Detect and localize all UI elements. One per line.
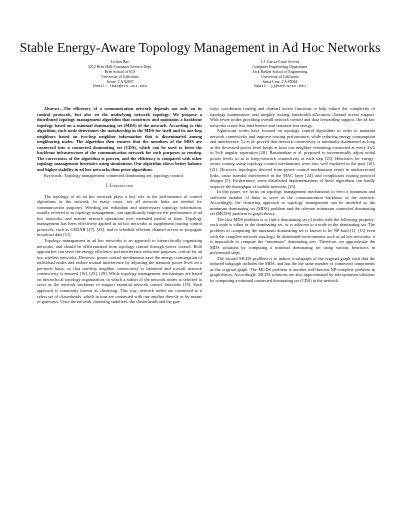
keywords-text: Topology management; connected dominating set; topology control. <box>62 172 184 178</box>
body-paragraph: Significant works have focused on topology control algorithms in order to maintain network connectivity and improve routing performance, while reducing energy consumption and interference. Li et al. proved that network connectivity is minimally maintained as long as the decreased power level keeps at least one neighbor remaining connected at every 2π/3 to 5π/6 angular separation [20]. Ramanathan et al. proposed to incrementally adjust nodal power levels so as to keep network connectivity at each step [25]. Heuristics for energy-aware routing using topology control mechanisms were also well explored in the past [18], [21]. However, topologies derived from power control mechanisms result in unidirectional links, cause harmful interference in the MAC layer [24], and complicates routing protocol designs [5]. Furthermore, some distributed implementations of these algorithms can hardly improve the throughput of mobile networks [25]. <box>210 128 375 189</box>
author-affiliation-line: Bren School of ICS <box>104 70 136 74</box>
keywords-label: Keywords: <box>44 172 63 178</box>
author-affiliation-line: University of California <box>101 75 139 79</box>
body-paragraph: ways coordinates routing and channel access functions to help reduce the complexity of topology maintenance, and simplify routing, bandwidth allocation, channel access support. With fewer nodes providing overall network control and data forwarding support, the ad hoc networks create less interference and consume less energy. <box>210 106 375 128</box>
body-paragraph: The first MDS problem is to find a dominating set of nodes with the following property: each node is either in the dominating set, or is adjacent to a node in the dominating set. The problem of computing the minimum dominating set is known to be NP-hard [1], [13] even with the complete network topology. In distributed environments such as ad hoc networks, it is impossible to compute the “minimum” dominating sets. Therefore, we approximate the MDS solutions by computing a minimal dominating set using various heuristics in polynomial steps. <box>210 216 375 256</box>
left-column <box>37 106 202 305</box>
author-name: Lichun Bao <box>110 60 130 64</box>
author-block <box>40 60 360 90</box>
author-affiliation-line: Santa Cruz, CA 95064 <box>262 80 298 84</box>
author-email[interactable]: Email: lbao@ics.uci.edu <box>93 85 147 89</box>
author-affiliation-line: Irvine, CA 92697 <box>106 80 134 84</box>
body-paragraph: The topology of an ad hoc network plays a key role in the performance of control algorithms in the network. In many cases, not all network links are needed for communication purposes. Weeding out redundant and unnecessary topology information, usually referred to as topology management, can significantly improve the performance of ad hoc networks, and mature network operations over extended period of time. Topology management has been effectively applied in ad hoc networks to supplement routing control protocols, such as CEDAR [27], [28], and to schedule efficient channel access to propagate broadcast data [11]. <box>37 193 202 238</box>
abstract <box>37 106 202 173</box>
body-paragraph: The second MCDS problem is to induce a subgraph of the original graph such that the induced subgraph includes the MDS, and has the the same number of connected components as the original graph. The MCDS problem is another well-known NP-complete problem in graph theory. Accordingly, MCDS solutions are also approximated by sub-optimum solutions by computing a minimal connected dominating set (CDS) in the network. <box>210 255 375 283</box>
abstract-label: Abstract <box>44 106 60 111</box>
keywords <box>37 173 202 179</box>
author-affiliation-line: Jack Baskin School of Engineering <box>252 70 308 74</box>
section-heading: I. Introduction <box>105 184 134 190</box>
paper-title: Stable Energy-Aware Topology Management in Ad Hoc Networks <box>19 40 381 55</box>
author-affiliation-line: University of California <box>261 75 299 79</box>
author-2 <box>205 60 355 90</box>
author-name: J.J. Garcia-Luna-Aceves <box>260 60 300 64</box>
author-affiliation-line: Computer Engineering Department <box>252 65 308 69</box>
author-affiliation-line: 3212 Bren Hall, Computer Science Dept. <box>87 65 153 69</box>
author-email[interactable]: Email: jj@soe.ucsc.edu <box>254 85 306 89</box>
body-paragraph: In this paper, we focus on topology management mechanisms to elect a minimum and sufficient number of links to serve as the communication backbone of the network. Accordingly, the clustering approach to topology management can be modeled as the minimum dominating set (MDS) problem and the relevant minimum connected dominating set (MCDS) problem in graph theory. <box>210 189 375 217</box>
right-column <box>210 106 375 284</box>
author-1 <box>45 60 195 90</box>
abstract-text: —The efficiency of a communication network depends not only on its control protocols, but also on the underlying network topology. We propose a distributed topology management algorithm that constructs and maintains a backbone topology based on a minimal dominating set (MDS) of the network. According to this algorithm, each node determines the membership in the MDS for itself and its one-hop neighbors based on two-hop neighbor information that is disseminated among neighboring nodes. The algorithm then ensures that the members of the MDS are connected into a connected dominating set (CDS), which can be used to form the backbone infrastructure of the communication network for such purposes as routing. The correctness of the algorithm is proven, and the efficiency is compared with other topology management heuristics using simulations. Our algorithm shows better balance and higher stability in ad hoc networks than prior algorithms. <box>37 106 202 173</box>
body-paragraph: Topology management in ad hoc networks is an approach to hierarchically organizing networks, and should be differentiated from topology control through power control. Both approaches can serve the energy efficiency and interference reduction purposes, critical for ad hoc wireless networks. However, power control mechanisms save the energy consumption of individual nodes and reduce mutual interference by adjusting the transmit power level on a per-node basis, so that one-hop neighbor connectivity is balanced and overall network connectivity is ensured [16], [23], [29]. While topology management mechanisms are based on hierarchical topology organization, in which a subset of the network nodes is selected to serve as the network backbone to support essential network control functions [19]. Such approach is commonly known as clustering. This way, network nodes are connected to a select set of clusterheads, which in turn are connected with one another directly or by means of gateways. Once the network clustering stabilizes, the clusterheads and the gate- <box>37 238 203 305</box>
